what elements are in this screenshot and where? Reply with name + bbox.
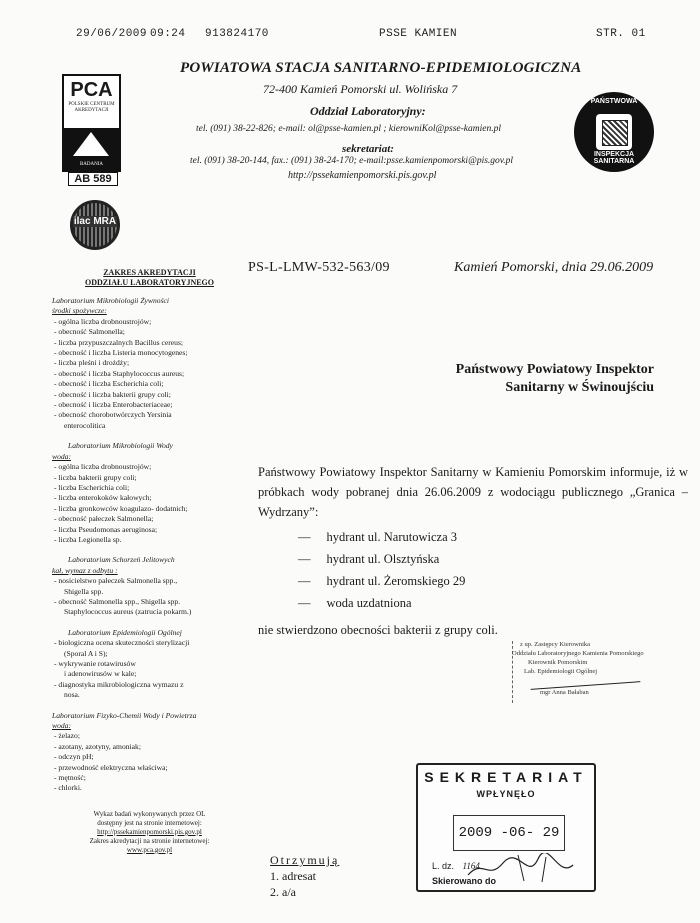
- accreditation-scope-sidebar: [52, 268, 247, 855]
- stamp-title: SEKRETARIAT: [424, 769, 588, 785]
- footer-line: dostępny jest na stronie internetowej:: [97, 818, 202, 827]
- pca-logo-subtitle: POLSKIE CENTRUM AKREDYTACJI: [68, 102, 115, 113]
- lab-contact-line: tel. (091) 38-22-826; e-mail: ol@psse-kamien.pl ; kierowniKol@psse-kamien.pl: [196, 124, 501, 134]
- sample-locations-list: [298, 526, 688, 614]
- list-item: - liczba enterokoków kałowych;: [54, 493, 152, 503]
- footer-line: Zakres akredytacji na stronie internetowej:: [89, 836, 210, 845]
- log-number-label: L. dz.: [432, 861, 455, 871]
- recipient-line: Sanitarny w Świnoujściu: [505, 380, 654, 395]
- secretariat-contact-line: tel. (091) 38-20-144, fax.: (091) 38-24-170; e-mail:psse.kamienpomorski@pis.gov.pl: [190, 156, 514, 166]
- reference-number: PS-L-LMW-532-563/09: [248, 260, 390, 275]
- list-item: 1. adresat: [270, 869, 316, 883]
- distribution-heading: Otrzymują: [270, 853, 340, 867]
- pca-logo-text: PCA: [70, 79, 113, 101]
- list-item: (Sporal A i S);: [64, 648, 108, 658]
- letter-intro: Państwowy Powiatowy Inspektor Sanitarny w Kamieniu Pomorskim informuje, iż w próbkach wody pobranej dnia 26.06.2009 z wodociągu publicznego „Granica – Wydrzany”:: [258, 465, 688, 519]
- letter-body: [258, 462, 688, 640]
- section-physchem-sub: woda:: [52, 721, 71, 731]
- stamp-line: mgr Anna Bałaban: [540, 689, 589, 696]
- footer-link[interactable]: www.pca.gov.pl: [126, 845, 173, 854]
- recipient-line: Państwowy Powiatowy Inspektor: [455, 362, 654, 377]
- section-epidemiology-title: Laboratorium Epidemiologii Ogólnej: [68, 627, 182, 637]
- list-item: - przewodność elektryczna właściwa;: [54, 762, 168, 772]
- list-item: i adenowirusów w kale;: [64, 669, 137, 679]
- section-intestinal-sub: kał, wymaz z odbytu :: [52, 565, 118, 575]
- distribution-list: [270, 852, 339, 900]
- list-item: - wykrywanie rotawirusów: [54, 659, 136, 668]
- lab-department-heading: Oddział Laboratoryjny:: [310, 104, 426, 118]
- list-item: - diagnostyka mikrobiologiczna wymazu z: [54, 679, 184, 689]
- section-physchem-list: [52, 731, 247, 793]
- list-item: - azotany, azotyny, amoniak;: [54, 741, 141, 751]
- ilac-logo-text: ilac MRA: [73, 216, 117, 227]
- list-item: - nosicielstwo pałeczek Salmonella spp.,: [54, 576, 178, 586]
- stamp-directed-to: Skierowano do: [432, 876, 497, 886]
- list-item: - liczba Escherichia coli;: [54, 482, 130, 492]
- section-water-microbiology-list: [52, 462, 247, 545]
- list-item: Staphylococcus aureus (zatrucia pokarm.): [64, 607, 192, 617]
- list-item: - ogólna liczba drobnoustrojów;: [54, 462, 152, 472]
- eagle-icon: [602, 120, 628, 146]
- seal-bottom-text: INSPEKCJA SANITARNA: [593, 151, 635, 165]
- letter-conclusion: nie stwierdzono obecności bakterii z grupy coli.: [258, 623, 498, 637]
- secretariat-heading: sekretariat:: [342, 143, 394, 155]
- list-item: - liczba przypuszczalnych Bacillus cereus;: [54, 337, 184, 347]
- list-item: - obecność i liczba Escherichia coli;: [54, 379, 164, 389]
- stamp-line: Oddziału Laboratoryjnego Kamienia Pomorskiego: [512, 650, 644, 657]
- section-food-microbiology-title: Laboratorium Mikrobiologii Żywności: [52, 296, 170, 305]
- list-item: - obecność i liczba bakterii grupy coli;: [54, 389, 171, 399]
- list-item: — woda uzdatniona: [298, 592, 688, 614]
- stamp-line: Lab. Epidemiologii Ogólnej: [524, 668, 598, 675]
- institution-title: POWIATOWA STACJA SANITARNO-EPIDEMIOLOGICZNA: [180, 60, 582, 76]
- list-item: - liczba bakterii grupy coli;: [54, 472, 137, 482]
- section-food-microbiology-sub: środki spożywcze:: [52, 306, 107, 316]
- list-item: — hydrant ul. Żeromskiego 29: [298, 570, 688, 592]
- recipient-block: [454, 361, 654, 397]
- list-item: - odczyn pH;: [54, 752, 94, 762]
- list-item: - obecność pałeczek Salmonella;: [54, 514, 154, 524]
- list-item: - liczba Legionella sp.: [54, 534, 122, 544]
- section-physchem-title: Laboratorium Fizyko-Chemii Wody i Powietrza: [52, 710, 197, 720]
- list-item: - obecność i liczba Staphylococcus aureus;: [54, 368, 185, 378]
- pca-triangle-icon: [73, 132, 109, 156]
- stamp-date: 2009 -06- 29: [453, 815, 565, 851]
- accreditation-number: AB 589: [68, 172, 118, 186]
- list-item: - obecność Salmonella spp., Shigella spp.: [54, 596, 181, 606]
- fax-date: 29/06/2009: [76, 28, 148, 40]
- list-item: — hydrant ul. Olsztyńska: [298, 548, 688, 570]
- seal-emblem: [596, 114, 632, 150]
- list-item: - mętność;: [54, 773, 86, 783]
- signature-stamp: [508, 641, 658, 705]
- list-item: nosa.: [64, 690, 80, 700]
- fax-time: 09:24: [150, 28, 186, 40]
- section-food-microbiology-list: [52, 317, 247, 431]
- stamp-line: Kierownik Pomorskim: [528, 659, 588, 666]
- sidebar-footer: [52, 810, 247, 855]
- handwritten-scribble: [458, 853, 578, 883]
- sidebar-title-2: ODDZIAŁU LABORATORYJNEGO: [85, 278, 214, 287]
- fax-page: STR. 01: [596, 28, 646, 40]
- list-item: - chlorki.: [54, 783, 82, 793]
- secretariat-received-stamp: [416, 763, 596, 892]
- list-item: enterocolitica: [64, 420, 106, 430]
- list-item: - ogólna liczba drobnoustrojów;: [54, 316, 152, 326]
- pca-logo: [62, 74, 121, 172]
- institution-website: http://pssekamienpomorski.pis.gov.pl: [288, 170, 437, 181]
- list-item: - obecność i liczba Enterobacteriaceae;: [54, 400, 173, 410]
- place-and-date: Kamień Pomorski, dnia 29.06.2009: [454, 260, 654, 275]
- list-item: — hydrant ul. Narutowicza 3: [298, 526, 688, 548]
- fax-sender: PSSE KAMIEN: [379, 28, 458, 40]
- section-epidemiology-list: [52, 638, 247, 700]
- section-intestinal-list: [52, 576, 247, 618]
- ilac-mra-logo: [70, 200, 120, 250]
- section-water-microbiology-title: Laboratorium Mikrobiologii Wody: [68, 441, 173, 451]
- seal-top-text: PAŃSTWOWA: [590, 98, 638, 105]
- fax-number: 913824170: [205, 28, 269, 40]
- log-number-value: 1164: [462, 861, 480, 871]
- list-item: - obecność i liczba Listeria monocytogenes;: [54, 348, 188, 358]
- institution-address: 72-400 Kamień Pomorski ul. Wolińska 7: [263, 82, 458, 96]
- list-item: - liczba Pseudomonas aeruginosa;: [54, 524, 158, 534]
- list-item: - liczba gronkowców koagulazo- dodatnich;: [54, 503, 188, 513]
- pca-badge-text: BADANIA: [79, 162, 104, 167]
- section-intestinal-title: Laboratorium Schorzeń Jelitowych: [68, 555, 175, 565]
- list-item: - liczba pleśni i drożdży;: [54, 358, 130, 368]
- state-sanitary-inspection-seal: [574, 92, 654, 172]
- pca-logo-bar: [64, 128, 119, 170]
- footer-line: Wykaz badań wykonywanych przez OL: [93, 809, 206, 818]
- list-item: - żelazo;: [54, 731, 80, 741]
- stamp-line: z up. Zastępcy Kierownika: [520, 641, 591, 648]
- section-water-microbiology-sub: woda:: [52, 451, 71, 461]
- list-item: - obecność chorobotwórczych Yersinia: [54, 410, 172, 420]
- sidebar-title-1: ZAKRES AKREDYTACJI: [103, 268, 196, 277]
- footer-link[interactable]: http://pssekamienpomorski.pis.gov.pl: [97, 827, 202, 836]
- list-item: - biologiczna ocena skuteczności sterylizacji: [54, 638, 190, 648]
- stamp-received-label: WPŁYNĘŁO: [476, 789, 536, 799]
- list-item: - obecność Salmonella;: [54, 327, 125, 337]
- list-item: 2. a/a: [270, 885, 296, 899]
- list-item: Shigella spp.: [64, 586, 104, 596]
